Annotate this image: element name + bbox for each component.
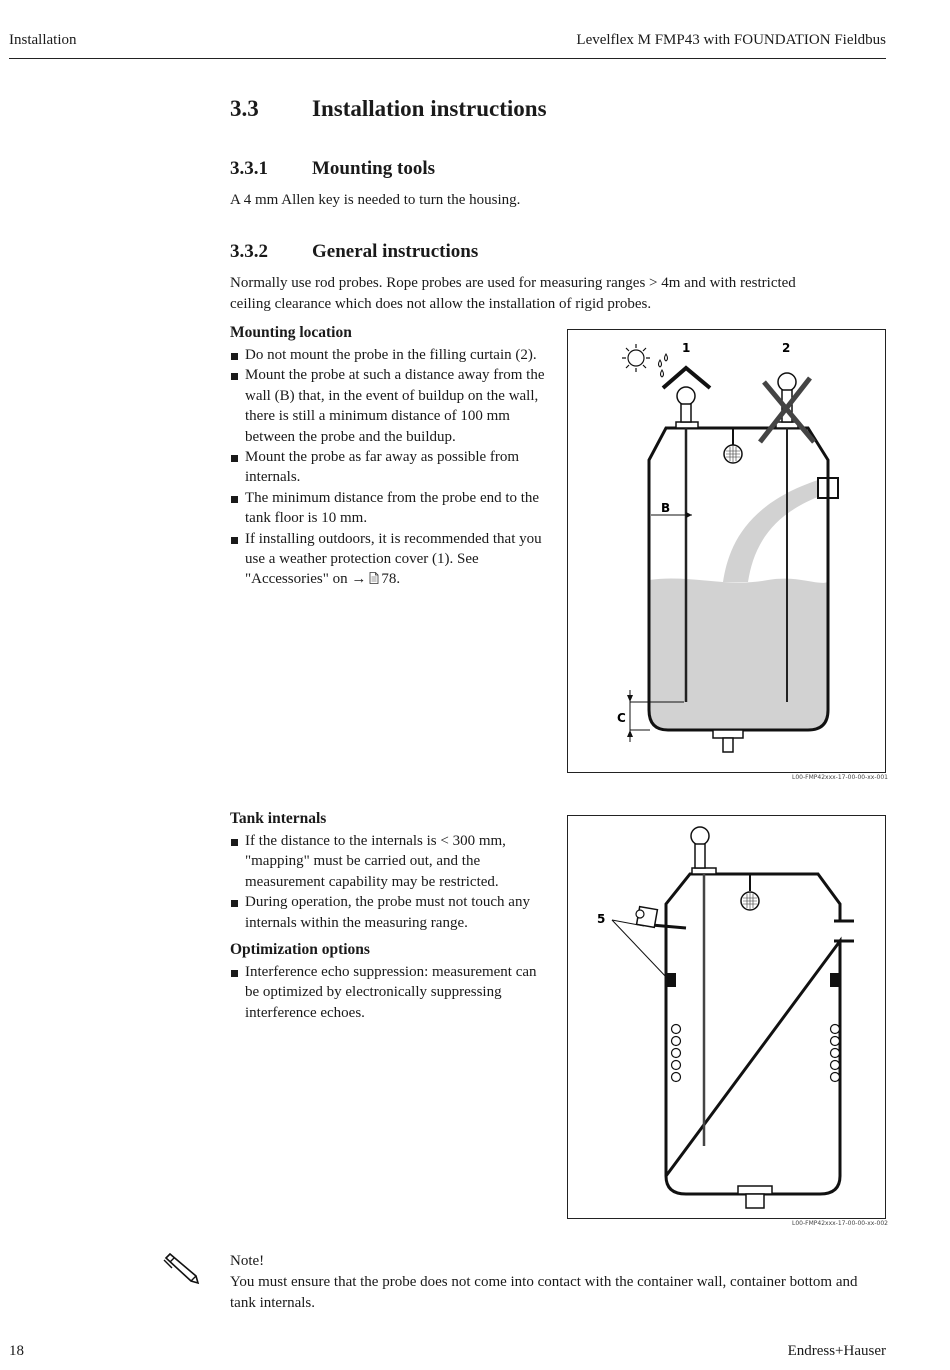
header-section-title: Installation [9, 32, 77, 48]
section-number: 3.3 [230, 96, 259, 121]
figure-tank-internals [567, 815, 886, 1219]
mounting-location-list [230, 345, 550, 590]
note-label: Note! [230, 1253, 265, 1269]
tank-diagram-1 [568, 330, 885, 772]
pencil-note-icon [162, 1252, 202, 1286]
figure2-label-5: 5 [597, 912, 606, 926]
list-item: During operation, the probe must not touch any internals within the measuring range. [230, 892, 550, 933]
page-reference-icon [369, 572, 379, 584]
general-text-line2: ceiling clearance which does not allow the installation of rigid probes. [230, 296, 652, 312]
section-heading [230, 96, 547, 122]
optimization-heading: Optimization options [230, 941, 370, 958]
tank-internals-heading: Tank internals [230, 810, 327, 827]
figure1-label-2: 2 [782, 341, 791, 355]
figure-mounting-location [567, 329, 886, 773]
arrow-icon: → [351, 571, 367, 588]
mounting-tools-title: Mounting tools [312, 158, 435, 179]
tank-internals-list [230, 831, 550, 933]
mounting-location-heading: Mounting location [230, 324, 352, 341]
header-rule [9, 58, 886, 59]
header-document-title: Levelflex M FMP43 with FOUNDATION Fieldbus [576, 32, 886, 48]
list-item: If the distance to the internals is < 300 mm, "mapping" must be carried out, and the measurement capability may be restricted. [230, 831, 550, 892]
mounting-tools-number: 3.3.1 [230, 158, 268, 179]
figure2-id: L00-FMP42xxx-17-00-00-xx-002 [792, 1220, 888, 1227]
section-title: Installation instructions [312, 96, 547, 121]
list-item: Interference echo suppression: measurement can be optimized by electronically suppressing interference echoes. [230, 962, 550, 1023]
brand-name: Endress+Hauser [787, 1343, 886, 1359]
list-item-text: If installing outdoors, it is recommended that you use a weather protection cover (1). See [245, 530, 542, 568]
general-text-line1: Normally use rod probes. Rope probes are used for measuring ranges > 4m and with restricted [230, 275, 796, 291]
list-item: Mount the probe as far away as possible from internals. [230, 447, 550, 488]
list-item: Do not mount the probe in the filling curtain (2). [230, 345, 550, 365]
optimization-list [230, 962, 550, 1023]
mounting-tools-heading [230, 158, 435, 180]
page-reference-number: 78. [381, 571, 401, 588]
figure1-label-1: 1 [682, 341, 691, 355]
general-number: 3.3.2 [230, 241, 268, 262]
figure1-label-b: B [661, 501, 671, 515]
tank-diagram-2 [568, 816, 885, 1218]
list-item: Mount the probe at such a distance away from the wall (B) that, in the event of buildup on the wall, there is still a minimum distance of 100 mm between the probe and the buildup. [230, 365, 550, 447]
general-title: General instructions [312, 241, 479, 262]
note-text: You must ensure that the probe does not come into contact with the container wall, container bottom and tank internals. [230, 1274, 858, 1311]
general-heading [230, 241, 478, 263]
figure1-id: L00-FMP42xxx-17-00-00-xx-001 [792, 774, 888, 781]
list-item [230, 529, 550, 590]
figure1-label-c: C [617, 711, 626, 725]
page-number: 18 [9, 1343, 24, 1359]
accessories-text: "Accessories" on [245, 571, 348, 588]
mounting-tools-text: A 4 mm Allen key is needed to turn the housing. [230, 192, 521, 208]
list-item: The minimum distance from the probe end to the tank floor is 10 mm. [230, 488, 550, 529]
